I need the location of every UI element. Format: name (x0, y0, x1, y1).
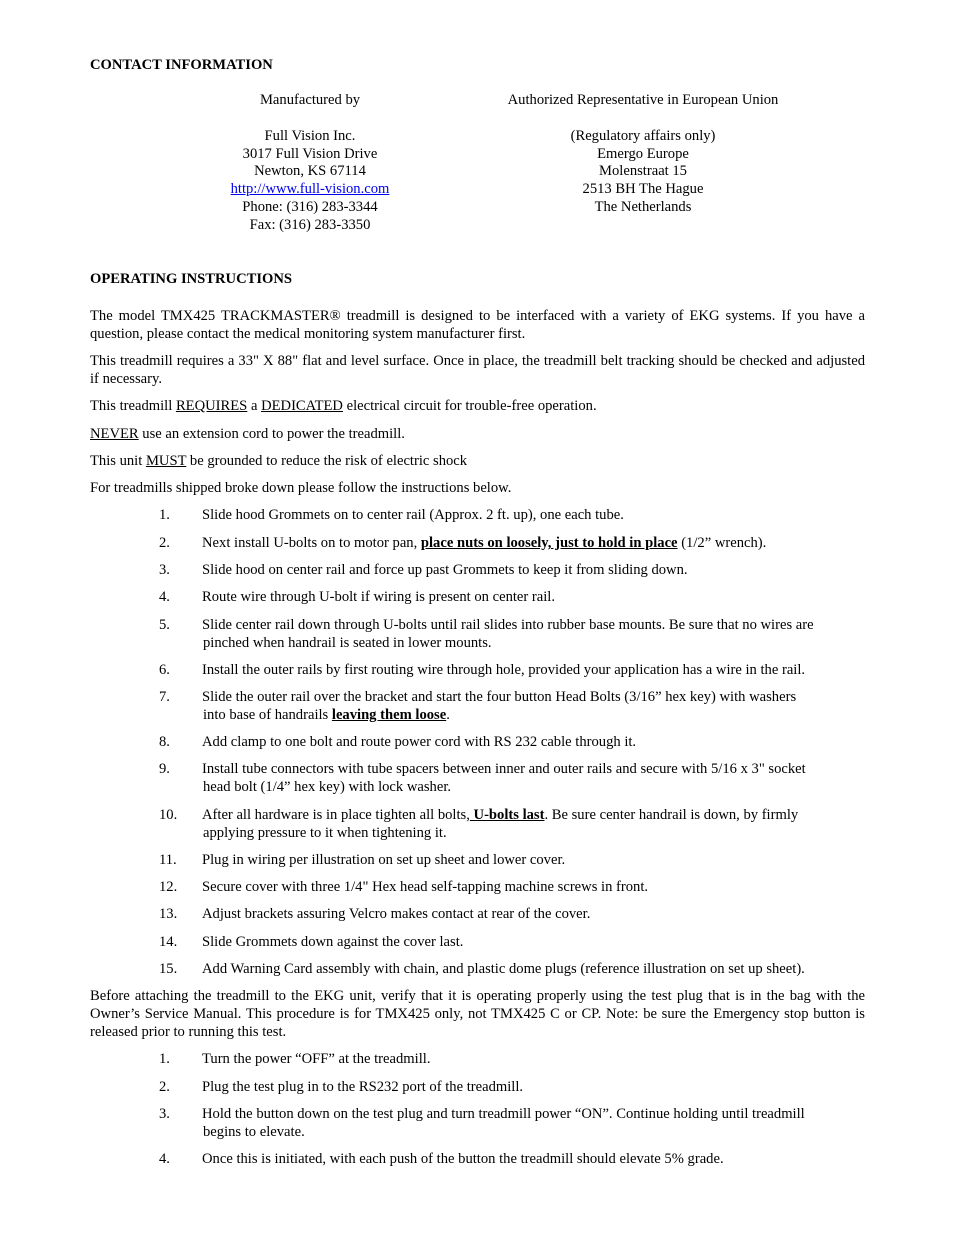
step-number: 8. (159, 734, 170, 750)
step-1: Slide hood Grommets on to center rail (Approx. 2 ft. up), one each tube. (202, 507, 624, 523)
must-emphasis: MUST (145, 453, 187, 469)
contact-heading: CONTACT INFORMATION (90, 57, 273, 73)
test-step-number: 2. (159, 1079, 170, 1095)
step-14: Slide Grommets down against the cover last. (202, 934, 464, 950)
loose-nuts-emphasis: place nuts on loosely, just to hold in place (420, 535, 678, 551)
step-11: Plug in wiring per illustration on set up sheet and lower cover. (202, 852, 566, 868)
eu-rep-block (483, 92, 803, 217)
step-10: After all hardware is in place tighten all bolts, U-bolts last. Be sure center handrail is down, by firmly applying pressure to it when tightening it. (202, 807, 799, 841)
step-13: Adjust brackets assuring Velcro makes contact at rear of the cover. (202, 906, 591, 922)
extension-cord-paragraph: NEVER use an extension cord to power the treadmill. (90, 426, 405, 442)
step-5: Slide center rail down through U-bolts until rail slides into rubber base mounts. Be sure that no wires are pinched when handrail is seated in lower mounts. (202, 617, 814, 651)
shipped-paragraph: For treadmills shipped broke down please follow the instructions below. (90, 480, 512, 496)
manufacturer-phone: Phone: (316) 283-3344 (242, 198, 378, 215)
step-number: 5. (159, 617, 170, 633)
manufacturer-street: 3017 Full Vision Drive (242, 145, 378, 162)
test-step-2: Plug the test plug in to the RS232 port of the treadmill. (202, 1079, 524, 1095)
surface-paragraph: This treadmill requires a 33" X 88" flat and level surface. Once in place, the treadmill belt tracking should be checked and adjusted if necessary. (90, 353, 865, 387)
eu-rep-name: Emergo Europe (597, 145, 689, 162)
step-number: 4. (159, 589, 170, 605)
step-8: Add clamp to one bolt and route power cord with RS 232 cable through it. (202, 734, 637, 750)
leave-loose-emphasis: leaving them loose (331, 707, 447, 723)
step-number: 3. (159, 562, 170, 578)
test-step-number: 1. (159, 1051, 170, 1067)
step-number: 1. (159, 507, 170, 523)
step-9: Install tube connectors with tube spacers between inner and outer rails and secure with 5/16 x 3" socket head bolt (1/4” hex key) with lock washer. (202, 761, 806, 795)
eu-rep-note: (Regulatory affairs only) (570, 127, 716, 144)
eu-rep-label: Authorized Representative in European Union (507, 92, 779, 108)
step-6: Install the outer rails by first routing wire through hole, provided your application has a wire in the rail. (202, 662, 806, 678)
circuit-paragraph: This treadmill REQUIRES a DEDICATED electrical circuit for trouble-free operation. (90, 398, 597, 414)
intro-paragraph: The model TMX425 TRACKMASTER® treadmill is designed to be interfaced with a variety of EKG systems. If you have a question, please contact the medical monitoring system manufacturer first. (90, 308, 865, 342)
step-number: 7. (159, 689, 170, 705)
grounding-paragraph: This unit MUST be grounded to reduce the risk of electric shock (90, 453, 468, 469)
eu-rep-street: Molenstraat 15 (599, 163, 687, 180)
eu-rep-country: The Netherlands (594, 198, 692, 215)
step-number: 14. (159, 934, 178, 950)
operating-heading: OPERATING INSTRUCTIONS (90, 271, 293, 287)
dedicated-emphasis: DEDICATED (261, 398, 343, 414)
test-procedure-paragraph: Before attaching the treadmill to the EKG unit, verify that it is operating properly using the test plug that is in the bag with the Owner’s Service Manual. This procedure is for TMX425 only, not TMX425 C or CP. Note: be sure the Emergency stop button is released prior to running this test. (90, 988, 865, 1040)
step-number: 10. (159, 807, 178, 823)
eu-rep-city: 2513 BH The Hague (582, 181, 704, 198)
step-number: 11. (159, 852, 177, 868)
step-number: 13. (159, 906, 178, 922)
step-number: 9. (159, 761, 170, 777)
manufacturer-label: Manufactured by (259, 92, 361, 108)
step-number: 6. (159, 662, 170, 678)
step-number: 12. (159, 879, 178, 895)
test-step-3: Hold the button down on the test plug and turn treadmill power “ON”. Continue holding until treadmill begins to elevate. (202, 1106, 805, 1140)
step-12: Secure cover with three 1/4" Hex head self-tapping machine screws in front. (202, 879, 649, 895)
requires-emphasis: REQUIRES (175, 398, 248, 414)
test-step-4: Once this is initiated, with each push of the button the treadmill should elevate 5% grade. (202, 1151, 724, 1167)
step-7: Slide the outer rail over the bracket and start the four button Head Bolts (3/16” hex key) with washers into base of handrails leaving them loose. (202, 689, 797, 723)
u-bolts-last-emphasis: U-bolts last (469, 807, 545, 823)
manufacturer-block (210, 92, 410, 235)
step-number: 2. (159, 535, 170, 551)
step-number: 15. (159, 961, 178, 977)
test-step-number: 4. (159, 1151, 170, 1167)
manufacturer-name: Full Vision Inc. (264, 127, 356, 144)
never-emphasis: NEVER (90, 426, 139, 442)
manufacturer-fax: Fax: (316) 283-3350 (249, 216, 371, 233)
step-3: Slide hood on center rail and force up past Grommets to keep it from sliding down. (202, 562, 688, 578)
test-step-number: 3. (159, 1106, 170, 1122)
step-2: Next install U-bolts on to motor pan, place nuts on loosely, just to hold in place (1/2” wrench). (202, 535, 767, 551)
step-15: Add Warning Card assembly with chain, and plastic dome plugs (reference illustration on set up sheet). (202, 961, 805, 977)
manufacturer-website-link[interactable]: http://www.full-vision.com (230, 181, 390, 198)
test-step-1: Turn the power “OFF” at the treadmill. (202, 1051, 431, 1067)
step-4: Route wire through U-bolt if wiring is present on center rail. (202, 589, 556, 605)
manufacturer-city: Newton, KS 67114 (254, 163, 366, 180)
